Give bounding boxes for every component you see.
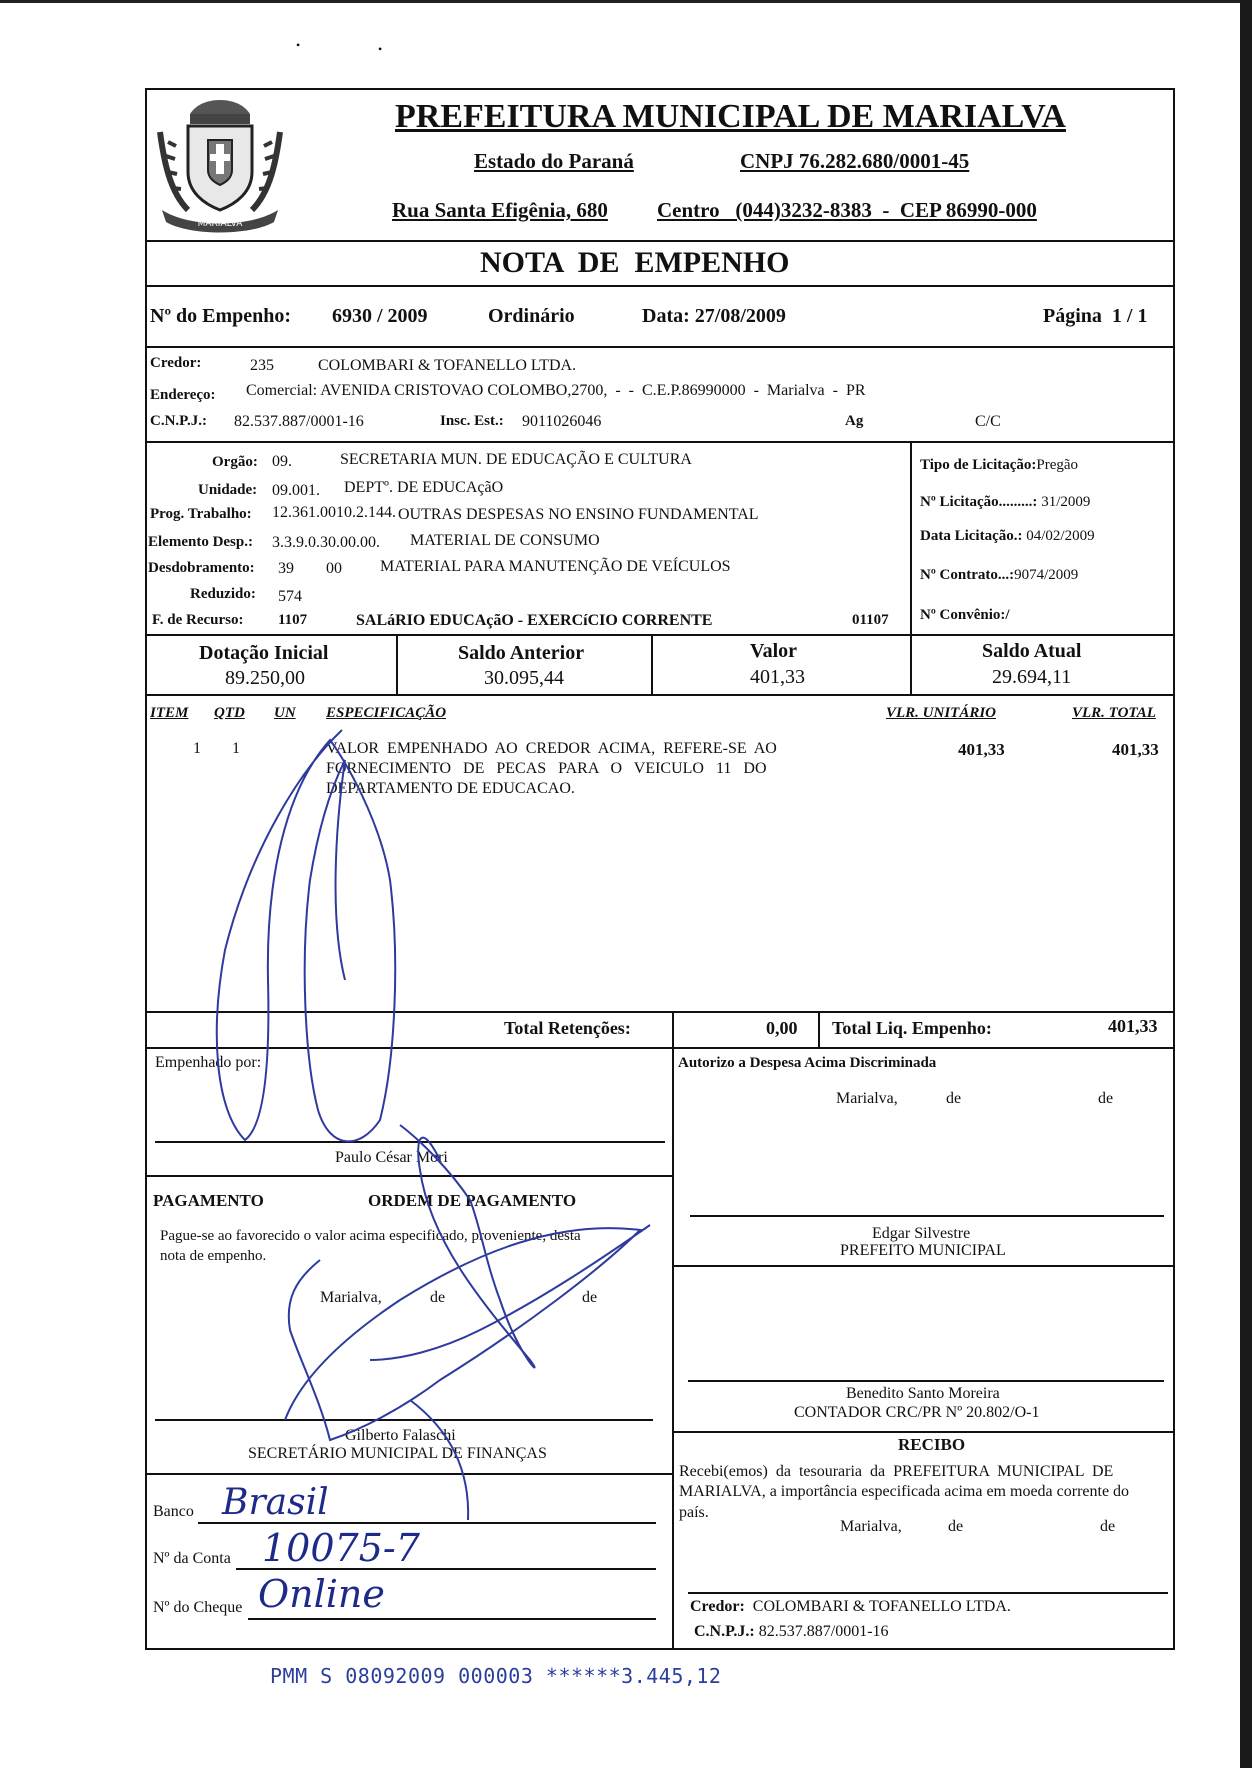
prog-name: OUTRAS DESPESAS NO ENSINO FUNDAMENTAL: [398, 506, 759, 523]
total-liquido-value: 401,33: [1108, 1016, 1158, 1036]
prefeitura-contact: Centro (044)3232-8383 - CEP 86990-000: [657, 198, 1037, 222]
contrato-numero: Nº Contrato...:9074/2009: [920, 567, 1079, 583]
item-unit-value: 401,33: [958, 740, 1005, 759]
saldo-atual-value: 29.694,11: [992, 666, 1072, 688]
desdobramento-sub: 00: [326, 560, 342, 577]
page-title: PREFEITURA MUNICIPAL DE MARIALVA: [395, 98, 1066, 135]
desdobramento-name: MATERIAL PARA MANUTENÇÃO DE VEÍCULOS: [380, 558, 731, 575]
banco-handwritten: Brasil: [222, 1482, 329, 1523]
orgao-code: 09.: [272, 453, 292, 470]
licitacao-data: Data Licitação.: 04/02/2009: [920, 528, 1095, 544]
fonte-number: 01107: [852, 612, 889, 628]
elemento-label: Elemento Desp.:: [148, 534, 253, 550]
saldo-anterior-value: 30.095,44: [484, 667, 564, 689]
dotacao-inicial-value: 89.250,00: [225, 667, 305, 689]
doc-title: NOTA DE EMPENHO: [480, 246, 790, 279]
signer2-role: SECRETÁRIO MUNICIPAL DE FINANÇAS: [248, 1445, 547, 1462]
orgao-name: SECRETARIA MUN. DE EDUCAÇÃO E CULTURA: [340, 451, 692, 468]
signer1-name: Paulo César Mori: [335, 1149, 448, 1166]
fonte-code: 1107: [278, 612, 308, 628]
empenho-type: Ordinário: [488, 305, 575, 327]
banco-label: Banco: [153, 1503, 194, 1520]
unidade-code: 09.001.: [272, 482, 320, 499]
recibo-de1: de: [948, 1518, 964, 1535]
convenio-numero: Nº Convênio:/: [920, 607, 1010, 623]
prog-code: 12.361.0010.2.144.: [272, 504, 396, 521]
recibo-credor: Credor: COLOMBARI & TOFANELLO LTDA.: [690, 1598, 1011, 1615]
pagamento-marialva: Marialva,: [320, 1289, 382, 1306]
item-total-value: 401,33: [1112, 740, 1159, 759]
col-un: UN: [274, 705, 296, 721]
insc-label: Insc. Est.:: [440, 413, 504, 429]
cc-label: C/C: [975, 413, 1001, 430]
pague-se-line2: nota de empenho.: [160, 1248, 267, 1264]
dotacao-inicial-label: Dotação Inicial: [199, 642, 329, 664]
signer2-name: Gilberto Falaschi: [345, 1427, 456, 1444]
pagamento-de1: de: [430, 1289, 446, 1306]
item-number: 1: [193, 740, 201, 757]
pagamento-label: PAGAMENTO: [153, 1191, 264, 1210]
desdobramento-label: Desdobramento:: [148, 560, 255, 576]
prefeitura-cnpj: CNPJ 76.282.680/0001-45: [740, 149, 970, 173]
pague-se-line1: Pague-se ao favorecido o valor acima especificado, proveniente, desta: [160, 1228, 581, 1244]
autorizo-de1: de: [946, 1090, 962, 1107]
cheque-label: Nº do Cheque: [153, 1599, 243, 1616]
col-vlr-unitario: VLR. UNITÁRIO: [886, 705, 997, 721]
credor-label: Credor:: [150, 355, 202, 371]
recibo-marialva: Marialva,: [840, 1518, 902, 1535]
col-item: ITEM: [150, 705, 189, 721]
item-qtd: 1: [232, 740, 240, 757]
credor-cnpj-label: C.N.P.J.:: [150, 413, 207, 429]
item-spec-line1: VALOR EMPENHADO AO CREDOR ACIMA, REFERE-SE AO: [326, 740, 777, 757]
reduzido-label: Reduzido:: [190, 586, 256, 602]
endereco-label: Endereço:: [150, 387, 216, 403]
prog-label: Prog. Trabalho:: [150, 506, 252, 522]
saldo-anterior-label: Saldo Anterior: [458, 642, 585, 664]
recibo-title: RECIBO: [898, 1435, 966, 1454]
payment-stamp: PMM S 08092009 000003 ******3.445,12: [270, 1664, 722, 1688]
insc-value: 9011026046: [522, 413, 602, 430]
recibo-de2: de: [1100, 1518, 1116, 1535]
col-qtd: QTD: [214, 705, 245, 721]
prefeitura-address: Rua Santa Efigênia, 680: [392, 198, 608, 222]
empenhado-por-label: Empenhado por:: [155, 1054, 262, 1071]
conta-label: Nº da Conta: [153, 1550, 231, 1567]
svg-text:MARIALVA: MARIALVA: [197, 219, 243, 229]
recibo-line3: país.: [679, 1504, 709, 1521]
credor-cnpj: 82.537.887/0001-16: [234, 413, 364, 430]
page-number: Página 1 / 1: [1043, 305, 1148, 327]
item-spec-line3: DEPARTAMENTO DE EDUCACAO.: [326, 780, 575, 797]
empenho-number-label: Nº do Empenho:: [150, 305, 292, 327]
saldo-atual-label: Saldo Atual: [982, 640, 1082, 662]
pagamento-de2: de: [582, 1289, 598, 1306]
reduzido-code: 574: [278, 588, 302, 605]
contador-role: CONTADOR CRC/PR Nº 20.802/O-1: [794, 1404, 1040, 1421]
col-especificacao: ESPECIFICAÇÃO: [326, 705, 447, 721]
recibo-line2: MARIALVA, a importância especificada acima em moeda corrente do: [679, 1483, 1130, 1500]
contador-name: Benedito Santo Moreira: [846, 1385, 1000, 1402]
item-spec-line2: FORNECIMENTO DE PECAS PARA O VEICULO 11 DO: [326, 760, 767, 777]
col-vlr-total: VLR. TOTAL: [1072, 705, 1156, 721]
elemento-code: 3.3.9.0.30.00.00.: [272, 534, 380, 551]
recibo-cnpj: C.N.P.J.: 82.537.887/0001-16: [694, 1623, 889, 1640]
conta-handwritten: 10075-7: [262, 1526, 420, 1570]
empenho-date: Data: 27/08/2009: [642, 305, 786, 327]
valor-label: Valor: [750, 640, 798, 662]
fonte-name: SALáRIO EDUCAçãO - EXERCíCIO CORRENTE: [356, 612, 713, 629]
orgao-label: Orgão:: [212, 454, 258, 470]
unidade-label: Unidade:: [198, 482, 258, 498]
prefeito-role: PREFEITO MUNICIPAL: [840, 1242, 1006, 1259]
elemento-name: MATERIAL DE CONSUMO: [410, 532, 600, 549]
total-liquido-label: Total Liq. Empenho:: [832, 1018, 992, 1038]
total-retencoes-value: 0,00: [766, 1018, 798, 1038]
empenho-number: 6930 / 2009: [332, 305, 428, 327]
credor-address: Comercial: AVENIDA CRISTOVAO COLOMBO,2700, - - C.E.P.86990000 - Marialva - PR: [246, 382, 866, 399]
speck-mark: •: [296, 38, 301, 52]
credor-name: COLOMBARI & TOFANELLO LTDA.: [318, 357, 577, 374]
autorizo-marialva: Marialva,: [836, 1090, 898, 1107]
ordem-pagamento-label: ORDEM DE PAGAMENTO: [368, 1191, 577, 1210]
ag-label: Ag: [845, 413, 864, 429]
unidade-name: DEPTº. DE EDUCAçãO: [344, 479, 504, 496]
desdobramento-code: 39: [278, 560, 294, 577]
recibo-line1: Recebi(emos) da tesouraria da PREFEITURA MUNICIPAL DE: [679, 1463, 1114, 1480]
autorizo-de2: de: [1098, 1090, 1114, 1107]
state-label: Estado do Paraná: [474, 149, 634, 173]
licitacao-numero: Nº Licitação.........: 31/2009: [920, 494, 1091, 510]
speck-mark: •: [378, 42, 383, 56]
fonte-label: F. de Recurso:: [152, 612, 244, 628]
credor-code: 235: [250, 357, 274, 374]
autorizo-label: Autorizo a Despesa Acima Discriminada: [678, 1055, 937, 1071]
prefeito-name: Edgar Silvestre: [872, 1225, 971, 1242]
total-retencoes-label: Total Retenções:: [504, 1018, 631, 1038]
licitacao-tipo: Tipo de Licitação:Pregão: [920, 457, 1079, 473]
cheque-handwritten: Online: [258, 1572, 385, 1616]
valor-value: 401,33: [750, 666, 805, 688]
